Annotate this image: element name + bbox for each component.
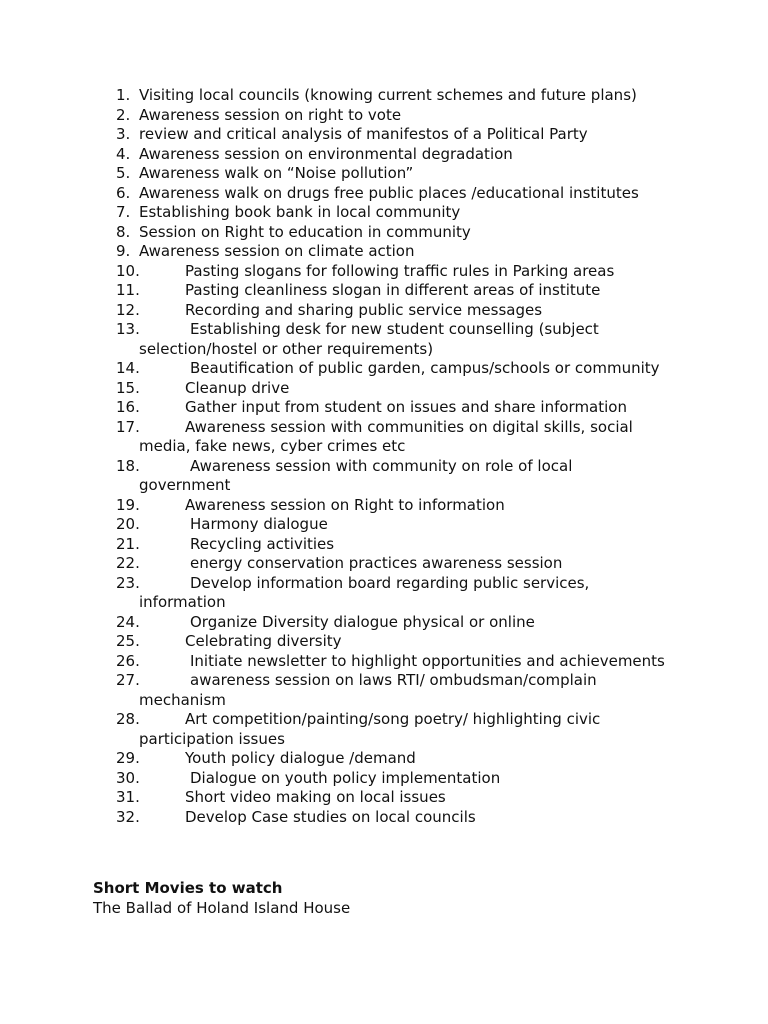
item-text: Recycling activities [190, 534, 335, 553]
item-text: Pasting cleanliness slogan in different areas of institute [185, 281, 601, 299]
list-item [0, 788, 768, 808]
item-number: 10. [116, 261, 140, 280]
list-item [0, 418, 768, 457]
item-number: 2. [116, 105, 131, 124]
list-item [0, 457, 768, 496]
list-item [0, 379, 768, 399]
item-text: Art competition/painting/song poetry/ highlighting civic participation issues [139, 710, 606, 748]
item-number: 26. [116, 651, 140, 670]
item-text: Celebrating diversity [185, 632, 342, 650]
item-text: Youth policy dialogue /demand [185, 749, 416, 767]
item-number: 3. [116, 125, 131, 143]
item-number: 24. [116, 612, 140, 631]
list-item [0, 632, 768, 652]
list-item [0, 574, 768, 613]
list-item [0, 554, 768, 574]
item-text: Organize Diversity dialogue physical or online [190, 612, 535, 631]
item-text: Awareness walk on “Noise pollution” [139, 164, 414, 182]
list-item [0, 535, 768, 555]
list-item [0, 223, 768, 243]
item-text: Awareness session on environmental degradation [139, 144, 513, 163]
list-item [0, 769, 768, 789]
item-text: Harmony dialogue [190, 515, 328, 533]
item-text: awareness session on laws RTI/ ombudsman/complain mechanism [139, 671, 602, 709]
item-number: 22. [116, 554, 140, 572]
list-item [0, 515, 768, 535]
item-text: Establishing desk for new student counselling (subject selection/hostel or other requirements) [139, 320, 604, 358]
item-text: Beautification of public garden, campus/schools or community [190, 359, 660, 377]
item-text: Visiting local councils (knowing current schemes and future plans) [139, 86, 637, 104]
item-text: Gather input from student on issues and share information [185, 398, 627, 416]
list-item [0, 398, 768, 418]
list-item [0, 281, 768, 301]
list-item [0, 106, 768, 126]
list-item [0, 671, 768, 710]
item-text: Cleanup drive [185, 378, 290, 397]
list-item [0, 164, 768, 184]
list-item [0, 749, 768, 769]
list-item [0, 613, 768, 633]
item-text: Awareness session with community on role of local government [139, 456, 578, 494]
item-number: 12. [116, 300, 140, 319]
item-number: 23. [116, 573, 140, 592]
item-number: 29. [116, 749, 140, 767]
list-item [0, 262, 768, 282]
item-number: 9. [116, 242, 131, 260]
list-item [0, 145, 768, 165]
item-number: 11. [116, 281, 140, 299]
item-text: Initiate newsletter to highlight opportunities and achievements [190, 651, 665, 670]
list-item [0, 125, 768, 145]
list-item [0, 301, 768, 321]
item-number: 13. [116, 320, 140, 338]
item-number: 17. [116, 417, 140, 436]
item-number: 1. [116, 86, 131, 104]
list-item [0, 320, 768, 359]
item-text: Awareness session on climate action [139, 242, 415, 260]
item-text: Awareness walk on drugs free public places /educational institutes [139, 183, 639, 202]
item-text: Recording and sharing public service messages [185, 300, 543, 319]
item-number: 6. [116, 183, 131, 202]
item-number: 19. [116, 495, 140, 514]
item-number: 20. [116, 515, 140, 533]
item-number: 4. [116, 144, 131, 163]
item-text: Develop Case studies on local councils [185, 807, 476, 826]
item-text: Session on Right to education in community [139, 222, 471, 241]
list-item [0, 86, 768, 106]
item-number: 27. [116, 671, 140, 689]
activity-list [0, 86, 768, 827]
item-number: 25. [116, 632, 140, 650]
item-number: 32. [116, 807, 140, 826]
item-text: Awareness session with communities on digital skills, social media, fake news, cyber crimes etc [139, 417, 638, 455]
list-item [0, 652, 768, 672]
item-number: 14. [116, 359, 140, 377]
list-item [0, 242, 768, 262]
item-text: energy conservation practices awareness session [190, 554, 563, 572]
item-number: 18. [116, 456, 140, 475]
item-number: 31. [116, 788, 140, 806]
item-number: 16. [116, 398, 140, 416]
item-number: 7. [116, 203, 131, 221]
item-text: Pasting slogans for following traffic rules in Parking areas [185, 261, 615, 280]
item-text: Awareness session on Right to information [185, 495, 505, 514]
list-item [0, 359, 768, 379]
item-number: 30. [116, 768, 140, 787]
item-text: review and critical analysis of manifestos of a Political Party [139, 125, 588, 143]
section-heading: Short Movies to watch [93, 879, 283, 897]
item-text: Awareness session on right to vote [139, 105, 402, 124]
list-item [0, 710, 768, 749]
item-text: Develop information board regarding public services, information [139, 573, 595, 611]
item-number: 15. [116, 378, 140, 397]
item-number: 28. [116, 710, 140, 728]
item-text: Short video making on local issues [185, 788, 446, 806]
list-item [0, 808, 768, 828]
list-item [0, 203, 768, 223]
list-item [0, 496, 768, 516]
item-text: Dialogue on youth policy implementation [190, 768, 501, 787]
item-number: 5. [116, 164, 131, 182]
item-text: Establishing book bank in local community [139, 203, 461, 221]
item-number: 8. [116, 222, 131, 241]
movie-title: The Ballad of Holand Island House [93, 899, 351, 917]
list-item [0, 184, 768, 204]
item-number: 21. [116, 534, 140, 553]
